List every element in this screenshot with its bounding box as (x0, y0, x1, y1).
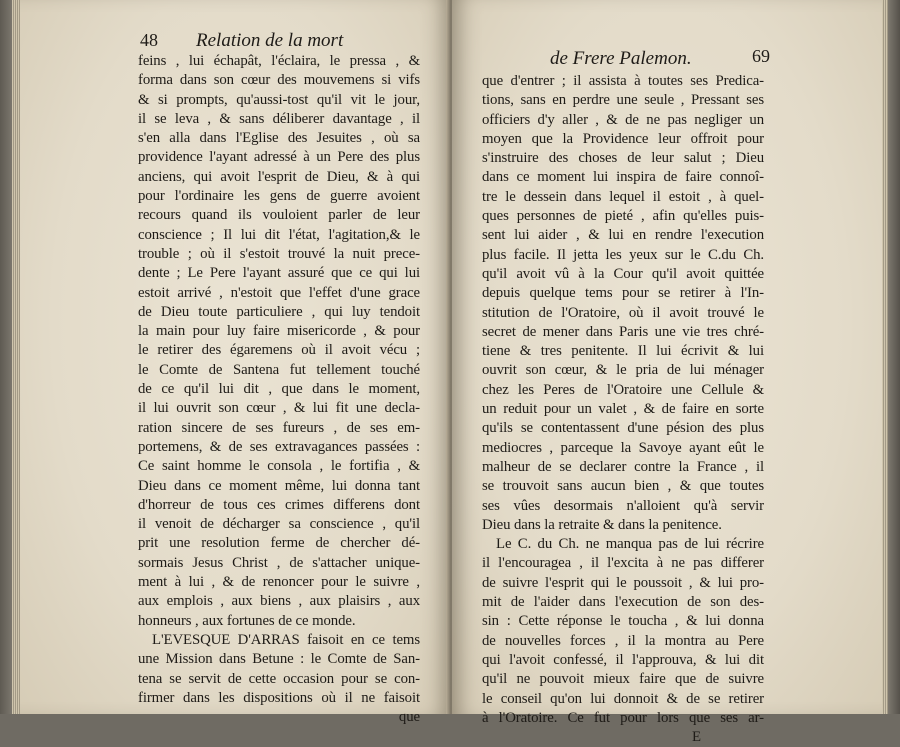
text-line: depuis quelque tems pour se retirer à l'In- (482, 285, 764, 302)
text-line: qu'ils se contentassent d'une pésion des plus (482, 420, 764, 437)
text-line: firmer dans les dispositions où il ne faisoit (138, 689, 420, 706)
text-line: Dieu dans la retraite & dans la penitence. (482, 516, 722, 533)
text-line: il venoit de décharger sa conscience , qu'il (138, 516, 420, 533)
text-line: tiene & tres penitente. Il lui écrivit & lui (482, 343, 764, 360)
text-line: Dieu dans ce moment même, lui donna tant (138, 477, 420, 494)
page-number: 69 (752, 46, 770, 66)
text-line: il lui ouvrit son cœur , & lui fit une decla- (138, 400, 420, 417)
text-line: pour l'ordinaire les gens de guerre avoient (138, 188, 420, 205)
left-page (20, 0, 450, 726)
right-page (452, 0, 882, 746)
text-line: tions, sans en perdre une seule , Pressant ses (482, 92, 764, 109)
text-line: qui l'avoit confessé, il l'approuva, & lui dit (482, 651, 764, 668)
text-line: de ce qu'il lui dit , que dans le moment, (138, 381, 420, 398)
page-body (138, 52, 420, 727)
text-line: Le C. du Ch. ne manqua pas de lui récrire (496, 536, 764, 553)
page-number: 48 (140, 30, 158, 50)
text-line: providence l'ayant adressé à un Pere des plus (138, 149, 420, 166)
text-line: plus facile. Il jetta les yeux sur le C.du Ch. (482, 246, 764, 263)
text-line: mit de l'aider dans l'execution de son des- (482, 594, 764, 611)
text-line: que (398, 709, 420, 726)
text-line: prit une resolution ferme de chercher dé- (138, 535, 420, 552)
text-line: le Comte de Santena fut tellement touché (138, 361, 420, 378)
text-line: & si prompts, qu'aussi-tost qu'il vit le jour, (138, 91, 420, 108)
text-line: estoit arrivé , n'estoit que l'effet d'une grace (138, 284, 420, 301)
text-line: tena se servit de cette occasion pour se con- (138, 670, 420, 687)
text-line: s'en alla dans l'Eglise des Jesuites , où sa (138, 130, 420, 147)
text-line: la main pour luy faire misericorde , & pour (138, 323, 420, 340)
text-line: qu'il ne pouvoit mieux faire que de suivre (482, 671, 764, 688)
text-line: se trouvoit sans aucun bien , & que toutes (482, 478, 764, 495)
running-head: de Frere Palemon. (550, 48, 692, 69)
text-line: honneurs , aux fortunes de ce monde. (138, 612, 356, 629)
text-line: feins , lui échapât, l'éclaira, le pressa , & (138, 53, 420, 69)
text-line: une Mission dans Betune : le Comte de San- (138, 651, 420, 668)
text-line: dans ce moment lui inspira de faire connoî- (482, 169, 764, 186)
text-line: que d'entrer ; il assista à toutes ses Predica- (482, 73, 764, 89)
text-line: d'horreur de tous ces crimes differens dont (138, 496, 420, 513)
text-line: de suivre l'esprit qui le poussoit , & lui pro- (482, 574, 764, 591)
text-line: le conseil qu'on lui donnoit & de se retirer (482, 690, 764, 707)
text-line: aux emplois , aux biens , aux plaisirs , aux (138, 593, 420, 610)
text-line: secret de mener dans Paris une vie tres chré- (482, 323, 764, 340)
text-line: malheur de se declarer contre la France , il (482, 458, 764, 475)
text-line: ques personnes de pieté , afin qu'elles puis- (482, 208, 764, 225)
page-body (482, 72, 764, 747)
text-line: il se leva , & sans déliberer davantage , il (138, 110, 420, 127)
text-line: de Dieu toute particuliere , qui luy tendoit (138, 303, 420, 320)
text-line: conscience ; Il lui dit l'état, l'agitation,& le (138, 226, 420, 243)
text-line: à l'Oratoire. Ce fut pour lors que ses ar- (482, 709, 764, 726)
text-line: s'instruire des choses de leur salut ; Dieu (482, 150, 764, 167)
text-line: tre le dessein dans lequel il estoit , à quel- (482, 188, 764, 205)
text-line: mediocres , parceque la Savoye ayant eût le (482, 439, 764, 456)
text-line: sin : Cette réponse le toucha , & lui donna (482, 613, 764, 630)
text-line: un reduit pour un valet , & de faire en sorte (482, 401, 764, 418)
text-line: ouvrit son cœur, & le pria de lui ménager (482, 362, 764, 379)
text-line: le retirer des égaremens où il avoit vécu ; (138, 342, 420, 359)
text-line: recours quand ils vouloient parler de leur (138, 207, 420, 224)
text-line: qu'il avoit vû à la Cour qu'il avoit quittée (482, 265, 764, 282)
text-line: forma dans son cœur des mouvemens si vifs (138, 72, 420, 89)
text-line: stitution de l'Oratoire, où il avoit trouvé le (482, 304, 764, 321)
text-line: Ce saint homme le consola , le fortifia , & (138, 458, 420, 475)
text-line: moyen que la Providence leur offroit pour (482, 130, 764, 147)
text-line: il l'encouragea , il l'excita à ne pas differer (482, 555, 764, 572)
text-line: ration sincere de ses fureurs , de ses em- (138, 419, 420, 436)
text-line: trouble ; où il s'estoit trouvé la nuit prece- (138, 245, 420, 262)
running-head: Relation de la mort (196, 30, 344, 51)
text-line: de nouvelles forces , il la montra au Pere (482, 632, 764, 649)
text-line: ses vûes desormais n'alloient qu'à servir (482, 497, 764, 514)
left-page-edges (12, 0, 20, 714)
text-line: sormais Jesus Christ , de s'attacher unique- (138, 554, 420, 571)
text-line: sent lui aider , & lui en rendre l'execution (482, 227, 764, 244)
text-line: portemens, & de ses extravagances passées : (138, 438, 420, 455)
text-line: ment à lui , & de renoncer pour le suivre , (138, 574, 420, 591)
text-line: anciens, qui avoit l'esprit de Dieu, & à qui (138, 168, 420, 185)
text-line: L'EVESQUE D'ARRAS faisoit en ce tems (152, 631, 420, 648)
text-line: E (692, 729, 701, 746)
text-line: chez les Peres de l'Oratoire une Cellule & (482, 381, 764, 398)
text-line: officiers d'y aller , & de ne pas negliger un (482, 111, 764, 128)
text-line: dente ; Le Pere l'ayant assuré que ce qui lui (138, 265, 420, 282)
